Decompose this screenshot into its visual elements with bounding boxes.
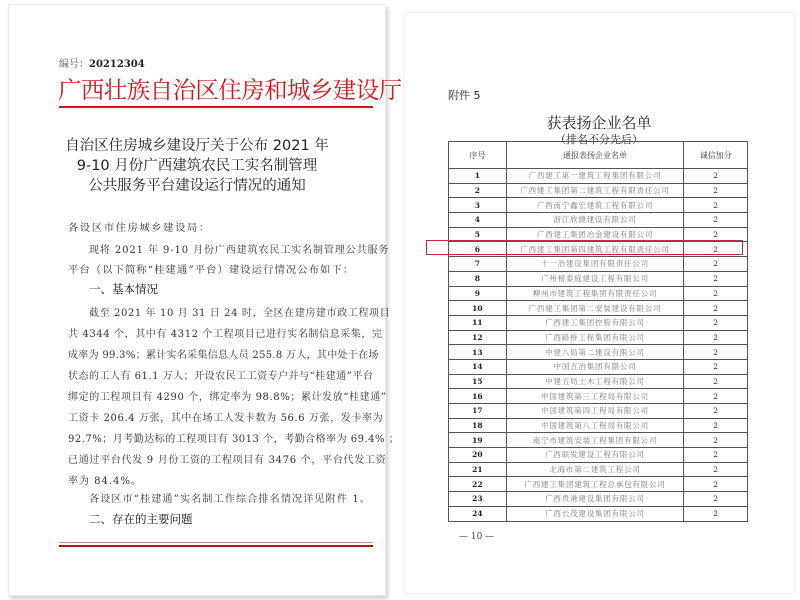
credit-score: 2 — [684, 301, 748, 316]
table-row — [449, 198, 748, 213]
row-number: 21 — [449, 462, 507, 477]
credit-score: 2 — [684, 492, 748, 507]
section-1-line-9: 率为 84.4%。 — [68, 476, 142, 487]
table-row — [449, 477, 748, 492]
section-1-line-1: 截至 2021 年 10 月 31 日 24 时，全区在建房建市政工程项目 — [89, 308, 391, 319]
table-row — [449, 301, 748, 316]
credit-score: 2 — [684, 227, 748, 242]
table-row — [449, 183, 748, 198]
row-number: 9 — [449, 286, 507, 301]
row-number: 10 — [449, 301, 507, 316]
company-name: 广西建工集团控股有限公司 — [506, 315, 684, 330]
intro-line-2: 平台（以下简称“桂建通”平台）建设运行情况公布如下： — [68, 264, 355, 276]
company-name: 广西南宁鑫宏建筑工程有限公司 — [506, 198, 684, 213]
row-number: 12 — [449, 330, 507, 345]
table-row — [449, 433, 748, 448]
credit-score: 2 — [684, 477, 748, 492]
table-row — [449, 418, 748, 433]
row-number: 4 — [449, 213, 507, 228]
annex-document-page — [403, 12, 795, 594]
credit-score: 2 — [684, 169, 748, 184]
credit-score: 2 — [684, 242, 748, 257]
table-row — [449, 315, 748, 330]
row-number: 11 — [449, 315, 507, 330]
section-1-line-7: 92.7%；月考勤达标的工程项目有 3013 个，考勤合格率为 69.4% ； — [68, 434, 400, 445]
section-1-heading: 一、基本情况 — [89, 282, 158, 296]
row-number: 20 — [449, 448, 507, 463]
header-credit-points: 诚信加分 — [684, 142, 748, 169]
company-name: 中建八局第二建设有限公司 — [506, 345, 684, 360]
table-row — [449, 286, 748, 301]
table-row — [449, 462, 748, 477]
company-name: 浙江欣捷建设有限公司 — [506, 213, 684, 228]
credit-score: 2 — [684, 257, 748, 272]
document-number-label: 编号： — [59, 59, 89, 70]
notice-title-line-3: 公共服务平台建设运行情况的通知 — [88, 178, 306, 194]
section-1-line-4: 状态的工人有 61.1 万人；开设农民工工资专户并与“桂建通”平台 — [68, 371, 374, 382]
header-serial-number: 序号 — [449, 142, 507, 169]
section-1-line-2: 共 4344 个，其中有 4312 个工程项目已进行实名制信息采集，完 — [68, 329, 383, 340]
footer-rule-thin — [59, 542, 373, 543]
credit-score: 2 — [684, 433, 748, 448]
section-1-line-3: 成率为 99.3%；累计实名采集信息人员 255.8 万人，其中处于在场 — [68, 350, 379, 361]
credit-score: 2 — [684, 506, 748, 521]
credit-score: 2 — [684, 315, 748, 330]
company-name: 广西建工集团第二建筑工程有限责任公司 — [506, 183, 684, 198]
company-name: 广西建工集团建筑工程总承包有限公司 — [506, 477, 684, 492]
company-name: 广西贵港建设集团有限公司 — [506, 492, 684, 507]
row-number: 22 — [449, 477, 507, 492]
company-name: 北海市第二建筑工程公司 — [506, 462, 684, 477]
row-number: 13 — [449, 345, 507, 360]
row-number: 24 — [449, 506, 507, 521]
row-number: 14 — [449, 359, 507, 374]
row-number: 16 — [449, 389, 507, 404]
credit-score: 2 — [684, 271, 748, 286]
table-row — [449, 404, 748, 419]
red-header-rule — [59, 106, 373, 108]
credit-score: 2 — [684, 213, 748, 228]
table-row — [449, 492, 748, 507]
intro-line-1: 现将 2021 年 9-10 月份广西建筑农民工实名制管理公共服务 — [89, 245, 390, 256]
company-name: 中国建筑第四工程局有限公司 — [506, 404, 684, 419]
company-name: 广西建工集团第二安装建设有限公司 — [506, 301, 684, 316]
row-number: 5 — [449, 227, 507, 242]
table-row — [449, 389, 748, 404]
table-row — [449, 345, 748, 360]
row-number: 19 — [449, 433, 507, 448]
section-1-line-8: 已通过平台代发 9 月份工资的工程项目有 3476 个，平台代发工资 — [68, 455, 387, 466]
credit-score: 2 — [684, 359, 748, 374]
credit-score: 2 — [684, 418, 748, 433]
credit-score: 2 — [684, 389, 748, 404]
row-highlight-box — [426, 240, 743, 255]
row-number: 1 — [449, 169, 507, 184]
company-name: 广西建工集团冶金建设有限公司 — [506, 227, 684, 242]
row-number: 15 — [449, 374, 507, 389]
company-name: 广西路桥工程集团有限公司 — [506, 330, 684, 345]
section-1-line-5: 绑定的工程项目有 4290 个，绑定率为 98.8%；累计发放“桂建通” — [68, 392, 387, 403]
commended-companies-table — [448, 141, 748, 522]
list-subtitle: （排名不分先后） — [555, 133, 643, 146]
ranking-note: 各设区市“桂建通”实名制工作综合排名情况详见附件 1。 — [89, 494, 372, 505]
company-name: 广州榜泰庭建设工程有限公司 — [506, 271, 684, 286]
company-name: 中国建筑第八工程局有限公司 — [506, 418, 684, 433]
credit-score: 2 — [684, 448, 748, 463]
row-number: 3 — [449, 198, 507, 213]
credit-score: 2 — [684, 286, 748, 301]
notice-title-line-1: 自治区住房城乡建设厅关于公布 2021 年 — [65, 138, 329, 154]
row-number: 2 — [449, 183, 507, 198]
salutation: 各设区市住房城乡建设局： — [68, 222, 211, 234]
issuing-organization-title: 广西壮族自治区住房和城乡建设厅 — [58, 76, 402, 104]
company-name: 中建五局土木工程有限公司 — [506, 374, 684, 389]
credit-score: 2 — [684, 462, 748, 477]
company-name: 广西联发建设工程有限公司 — [506, 448, 684, 463]
row-number: 6 — [449, 242, 507, 257]
table-row — [449, 359, 748, 374]
credit-score: 2 — [684, 330, 748, 345]
row-number: 8 — [449, 271, 507, 286]
credit-score: 2 — [684, 404, 748, 419]
footer-rule-thick — [59, 545, 373, 547]
credit-score: 2 — [684, 183, 748, 198]
section-2-heading: 二、存在的主要问题 — [89, 512, 193, 526]
document-number-value: 20212304 — [89, 59, 145, 70]
table-row — [449, 374, 748, 389]
company-name: 广西长茂建设集团有限公司 — [506, 506, 684, 521]
company-name: 广西建工集团第四建筑工程有限责任公司 — [506, 242, 684, 257]
credit-score: 2 — [684, 345, 748, 360]
table-row — [449, 506, 748, 521]
row-number: 18 — [449, 418, 507, 433]
notice-title-line-2: 9-10 月份广西建筑农民工实名制管理 — [76, 158, 318, 174]
company-name: 十一冶建设集团有限责任公司 — [506, 257, 684, 272]
company-name: 柳州市建筑工程集团有限责任公司 — [506, 286, 684, 301]
page-number: — 10 — — [459, 532, 495, 542]
table-row — [449, 213, 748, 228]
table-row — [449, 271, 748, 286]
notice-document-page — [8, 4, 402, 596]
company-name: 中国五冶集团有限公司 — [506, 359, 684, 374]
row-number: 7 — [449, 257, 507, 272]
table-row — [449, 330, 748, 345]
table-row — [449, 169, 748, 184]
company-name: 南宁市建筑安装工程集团有限公司 — [506, 433, 684, 448]
document-number — [59, 55, 145, 70]
table-row — [449, 257, 748, 272]
company-name: 广西建工第一建筑工程集团有限公司 — [506, 169, 684, 184]
table-header-row — [449, 142, 748, 169]
row-number: 23 — [449, 492, 507, 507]
credit-score: 2 — [684, 374, 748, 389]
header-company-name: 通报表扬企业名单 — [506, 142, 684, 169]
section-1-line-6: 工资卡 206.4 万张，其中在场工人发卡数为 56.6 万张，发卡率为 — [68, 413, 384, 424]
table-row — [449, 448, 748, 463]
credit-score: 2 — [684, 198, 748, 213]
row-number: 17 — [449, 404, 507, 419]
annex-label: 附件 5 — [448, 89, 481, 102]
list-title: 获表扬企业名单 — [546, 114, 652, 132]
company-name: 中国建筑第三工程局有限公司 — [506, 389, 684, 404]
